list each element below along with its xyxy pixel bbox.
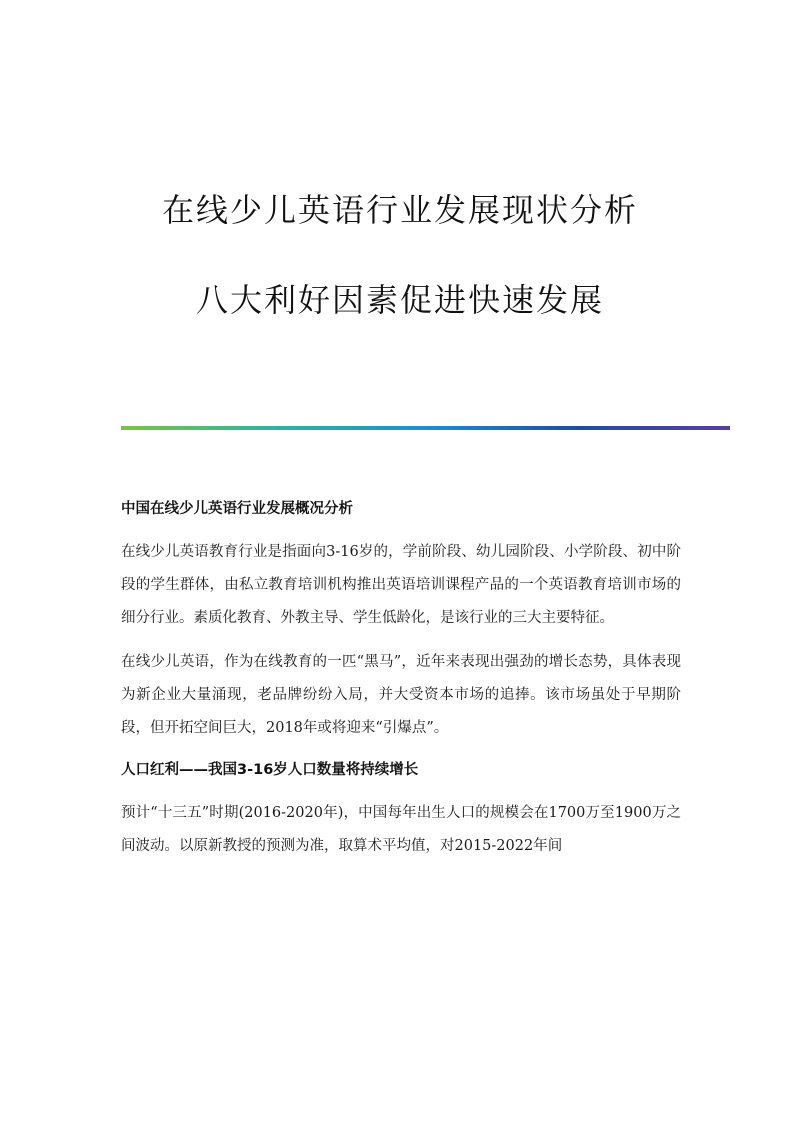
paragraph-definition: 在线少儿英语教育行业是指面向3-16岁的，学前阶段、幼儿园阶段、小学阶段、初中阶段的学生群体，由私立教育培训机构推出英语培训课程产品的一个英语教育培训市场的细分行业。素质化教育、外教主导、学生低龄化，是该行业的三大主要特征。 (121, 544, 681, 626)
paragraph-population-forecast: 预计“十三五”时期(2016-2020年)，中国每年出生人口的规模会在1700万至1900万之间波动。以原新教授的预测为准，取算术平均值，对2015-2022年间 (121, 805, 681, 854)
section-heading-overview: 中国在线少儿英语行业发展概况分析 (121, 501, 353, 517)
document-body (121, 495, 681, 874)
paragraph-market-growth: 在线少儿英语，作为在线教育的一匹“黑马”，近年来表现出强劲的增长态势，具体表现为新企业大量涌现，老品牌纷纷入局，并大受资本市场的追捧。该市场虽处于早期阶段，但开拓空间巨大，2018年或将迎来“引爆点”。 (121, 654, 681, 736)
gradient-divider (121, 426, 730, 430)
section-heading-population: 人口红利——我国3-16岁人口数量将持续增长 (121, 762, 419, 778)
document-title-line-1: 在线少儿英语行业发展现状分析 (161, 191, 638, 229)
document-title-line-2: 八大利好因素促进快速发展 (195, 281, 604, 319)
